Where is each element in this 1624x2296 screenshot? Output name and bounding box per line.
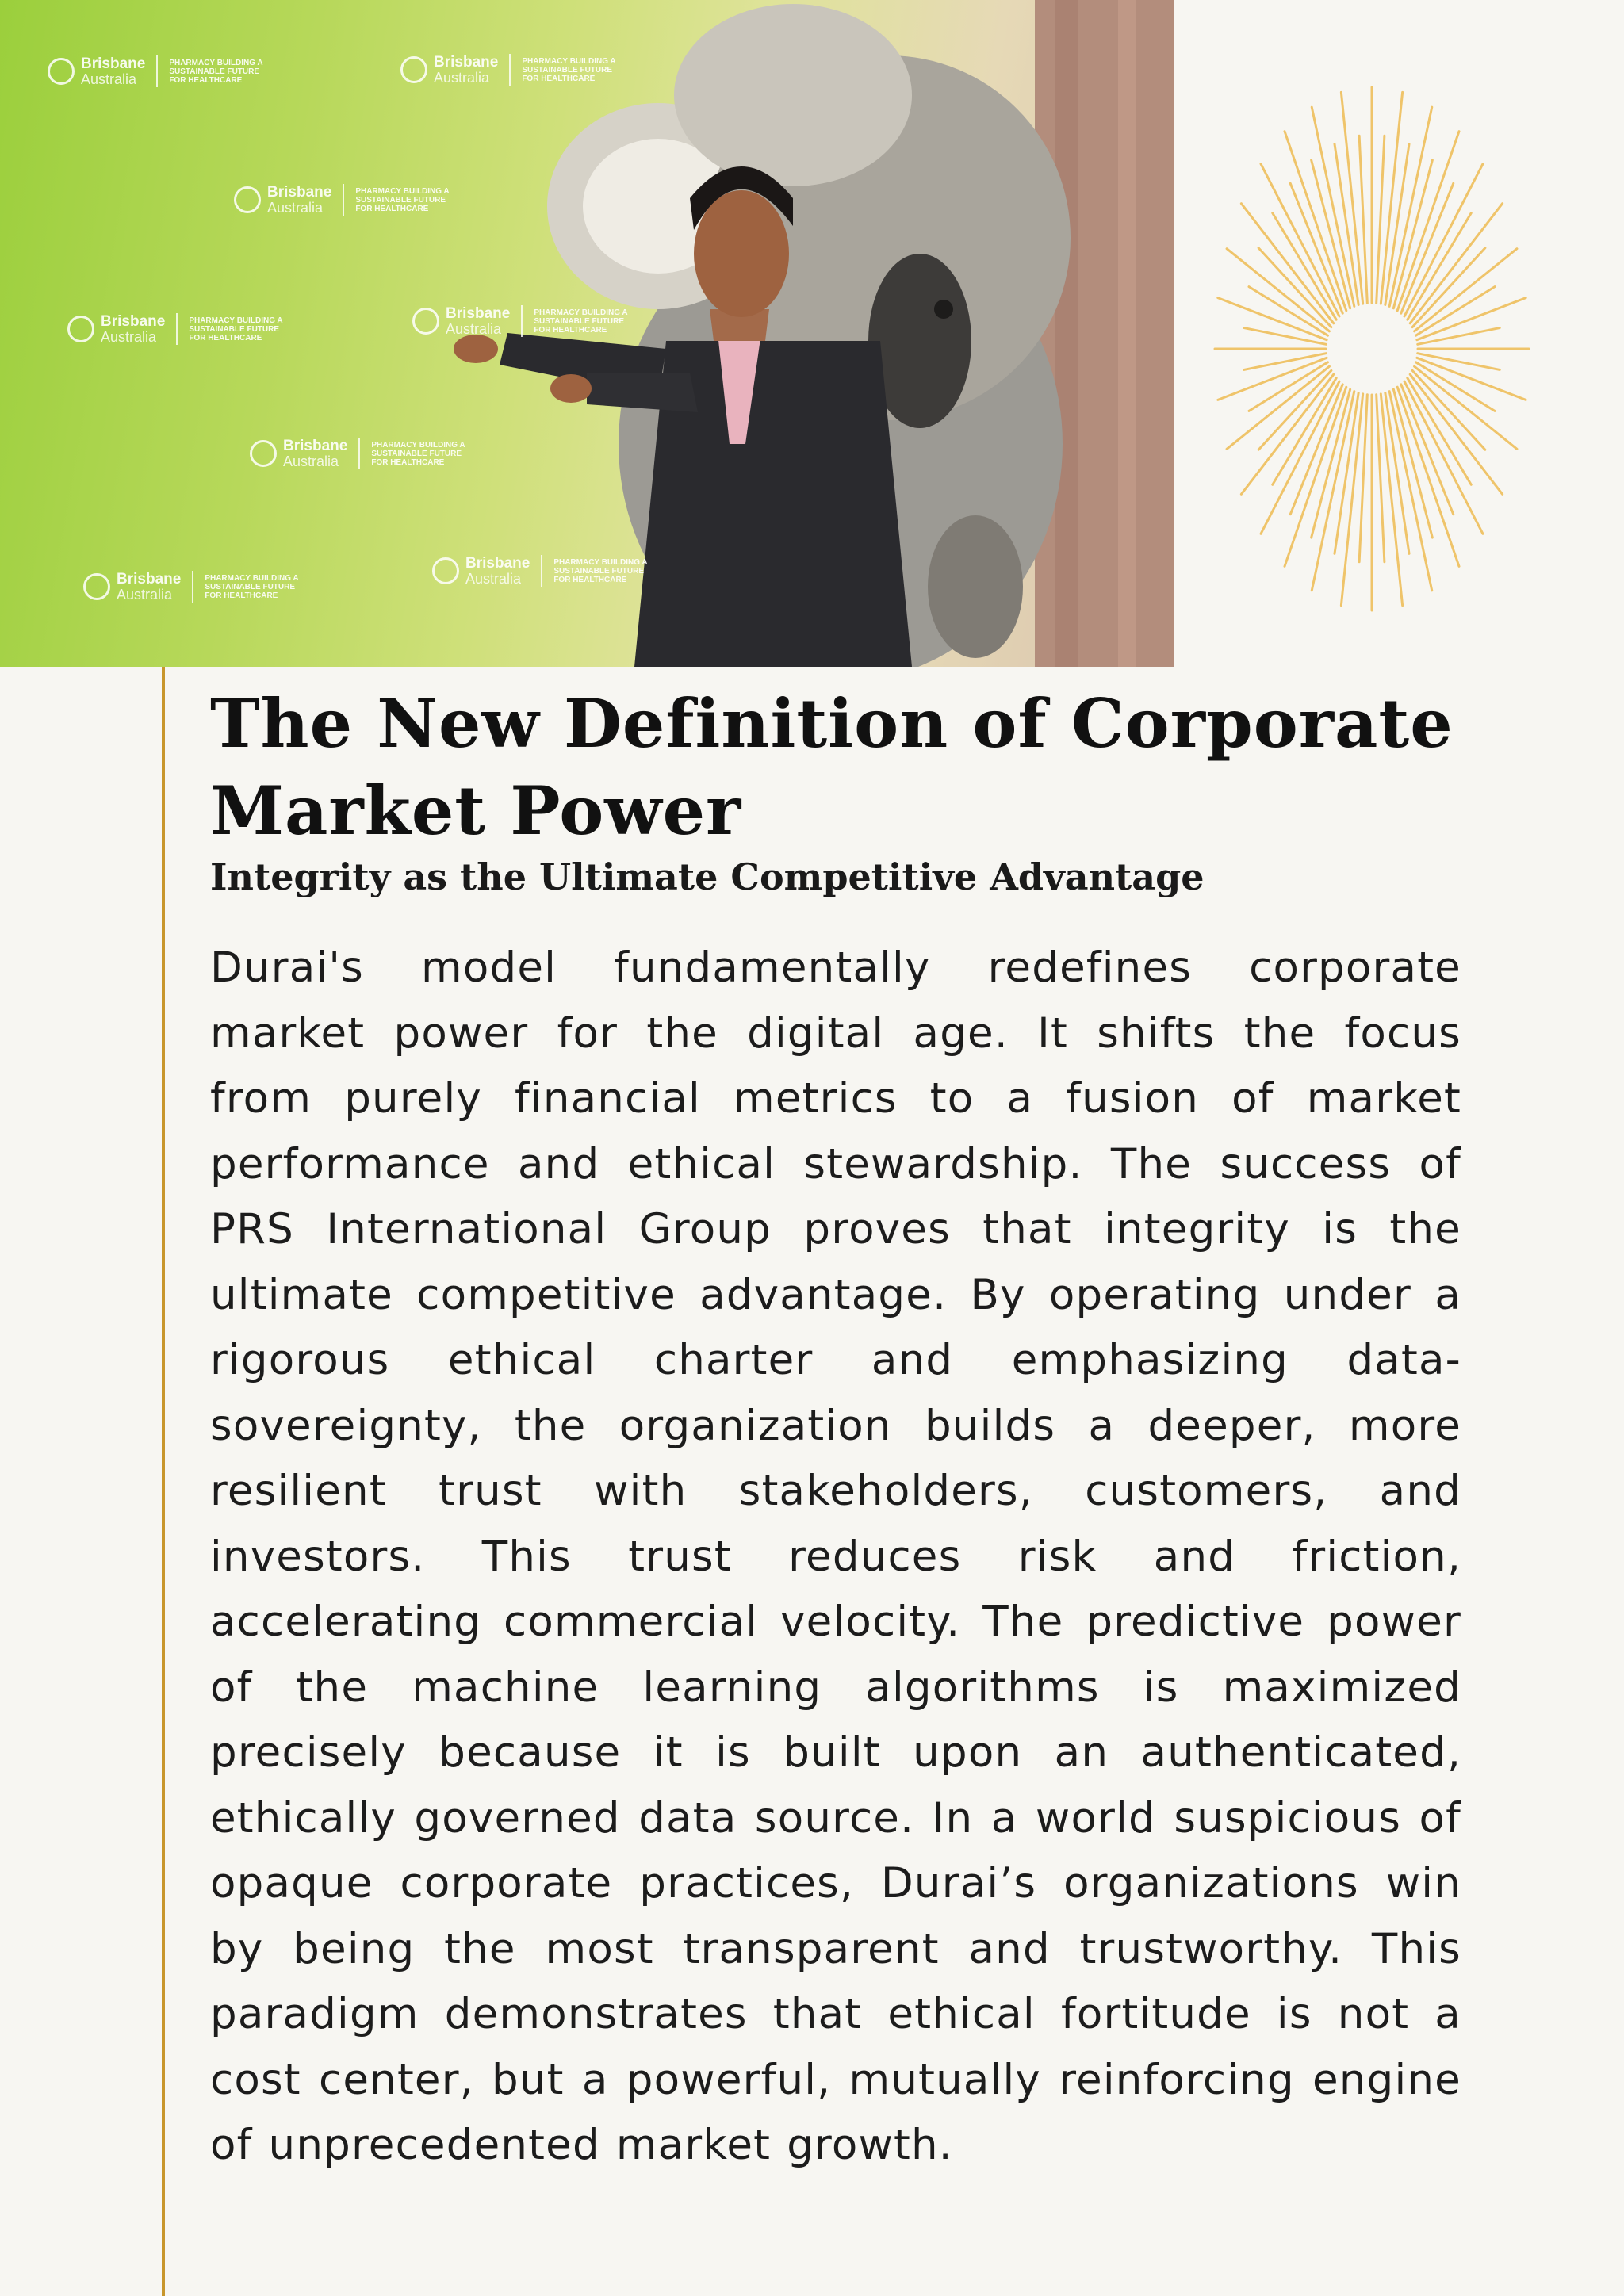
- sunburst-ray: [1273, 213, 1336, 320]
- seal-icon: [400, 56, 427, 83]
- seal-icon: [83, 573, 110, 600]
- seal-icon: [234, 186, 261, 213]
- sunburst-ray: [1415, 366, 1517, 449]
- article-subtitle: Integrity as the Ultimate Competitive Advantage: [210, 855, 1205, 898]
- backdrop-logo: Brisbane Australia PHARMACY BUILDING A SUSTAINABLE FUTURE FOR HEALTHCARE: [83, 571, 308, 603]
- sunburst-ray: [1341, 92, 1362, 304]
- sunburst-ray: [1410, 374, 1502, 494]
- sunburst-ray: [1227, 249, 1329, 331]
- accent-rule: [162, 667, 165, 2296]
- sunburst-ray: [1408, 378, 1471, 484]
- seal-icon: [67, 316, 94, 342]
- seal-icon: [432, 557, 459, 584]
- sunburst-ray: [1381, 394, 1402, 606]
- hero-photo: [0, 0, 1174, 667]
- sunburst-ray: [1341, 394, 1362, 606]
- sunburst-ray: [1241, 204, 1333, 323]
- backdrop-logo: Brisbane Australia PHARMACY BUILDING A SUSTAINABLE FUTURE FOR HEALTHCARE: [48, 55, 272, 87]
- seal-icon: [250, 440, 277, 467]
- sunburst-ray: [1408, 213, 1471, 320]
- sunburst-ray: [1415, 249, 1517, 331]
- sunburst-ray: [1410, 204, 1502, 323]
- backdrop-logo: Brisbane Australia PHARMACY BUILDING A SUSTAINABLE FUTURE FOR HEALTHCARE: [250, 438, 474, 469]
- sunburst-icon: [1213, 79, 1530, 618]
- backdrop-logo: Brisbane Australia PHARMACY BUILDING A SUSTAINABLE FUTURE FOR HEALTHCARE: [234, 184, 458, 216]
- backdrop-logo: Brisbane Australia PHARMACY BUILDING A SUSTAINABLE FUTURE FOR HEALTHCARE: [432, 555, 657, 587]
- backdrop-logo: Brisbane Australia PHARMACY BUILDING A SUSTAINABLE FUTURE FOR HEALTHCARE: [412, 305, 637, 337]
- backdrop-logo: Brisbane Australia PHARMACY BUILDING A SUSTAINABLE FUTURE FOR HEALTHCARE: [400, 54, 625, 86]
- sunburst-ray: [1227, 366, 1329, 449]
- article-title: The New Definition of Corporate Market Power: [210, 684, 1454, 850]
- sunburst-ray: [1241, 374, 1333, 494]
- sunburst-ray: [1273, 378, 1336, 484]
- sunburst-ray: [1381, 92, 1402, 304]
- backdrop-logo: Brisbane Australia PHARMACY BUILDING A SUSTAINABLE FUTURE FOR HEALTHCARE: [67, 313, 292, 345]
- seal-icon: [412, 308, 439, 335]
- article-body: Durai's model fundamentally redefines corporate market power for the digital age. It shifts the focus from purely financial metrics to a fusion of market performance and ethical stewardship. The success of PRS International Group proves that integrity is the ultimate competitive advantage. By operating under a rigorous ethical charter and emphasizing data-sovereignty, the organization builds a deeper, more resilient trust with stakeholders, customers, and investors. This trust reduces risk and friction, accelerating commercial velocity. The predictive power of the machine learning algorithms is maximized precisely because it is built upon an authenticated, ethically governed data source. In a world suspicious of opaque corporate practices, Durai’s organizations win by being the most transparent and trustworthy. This paradigm demonstrates that ethical fortitude is not a cost center, but a powerful, mutually reinforcing engine of unprecedented market growth.: [210, 943, 1461, 2169]
- seal-icon: [48, 58, 75, 85]
